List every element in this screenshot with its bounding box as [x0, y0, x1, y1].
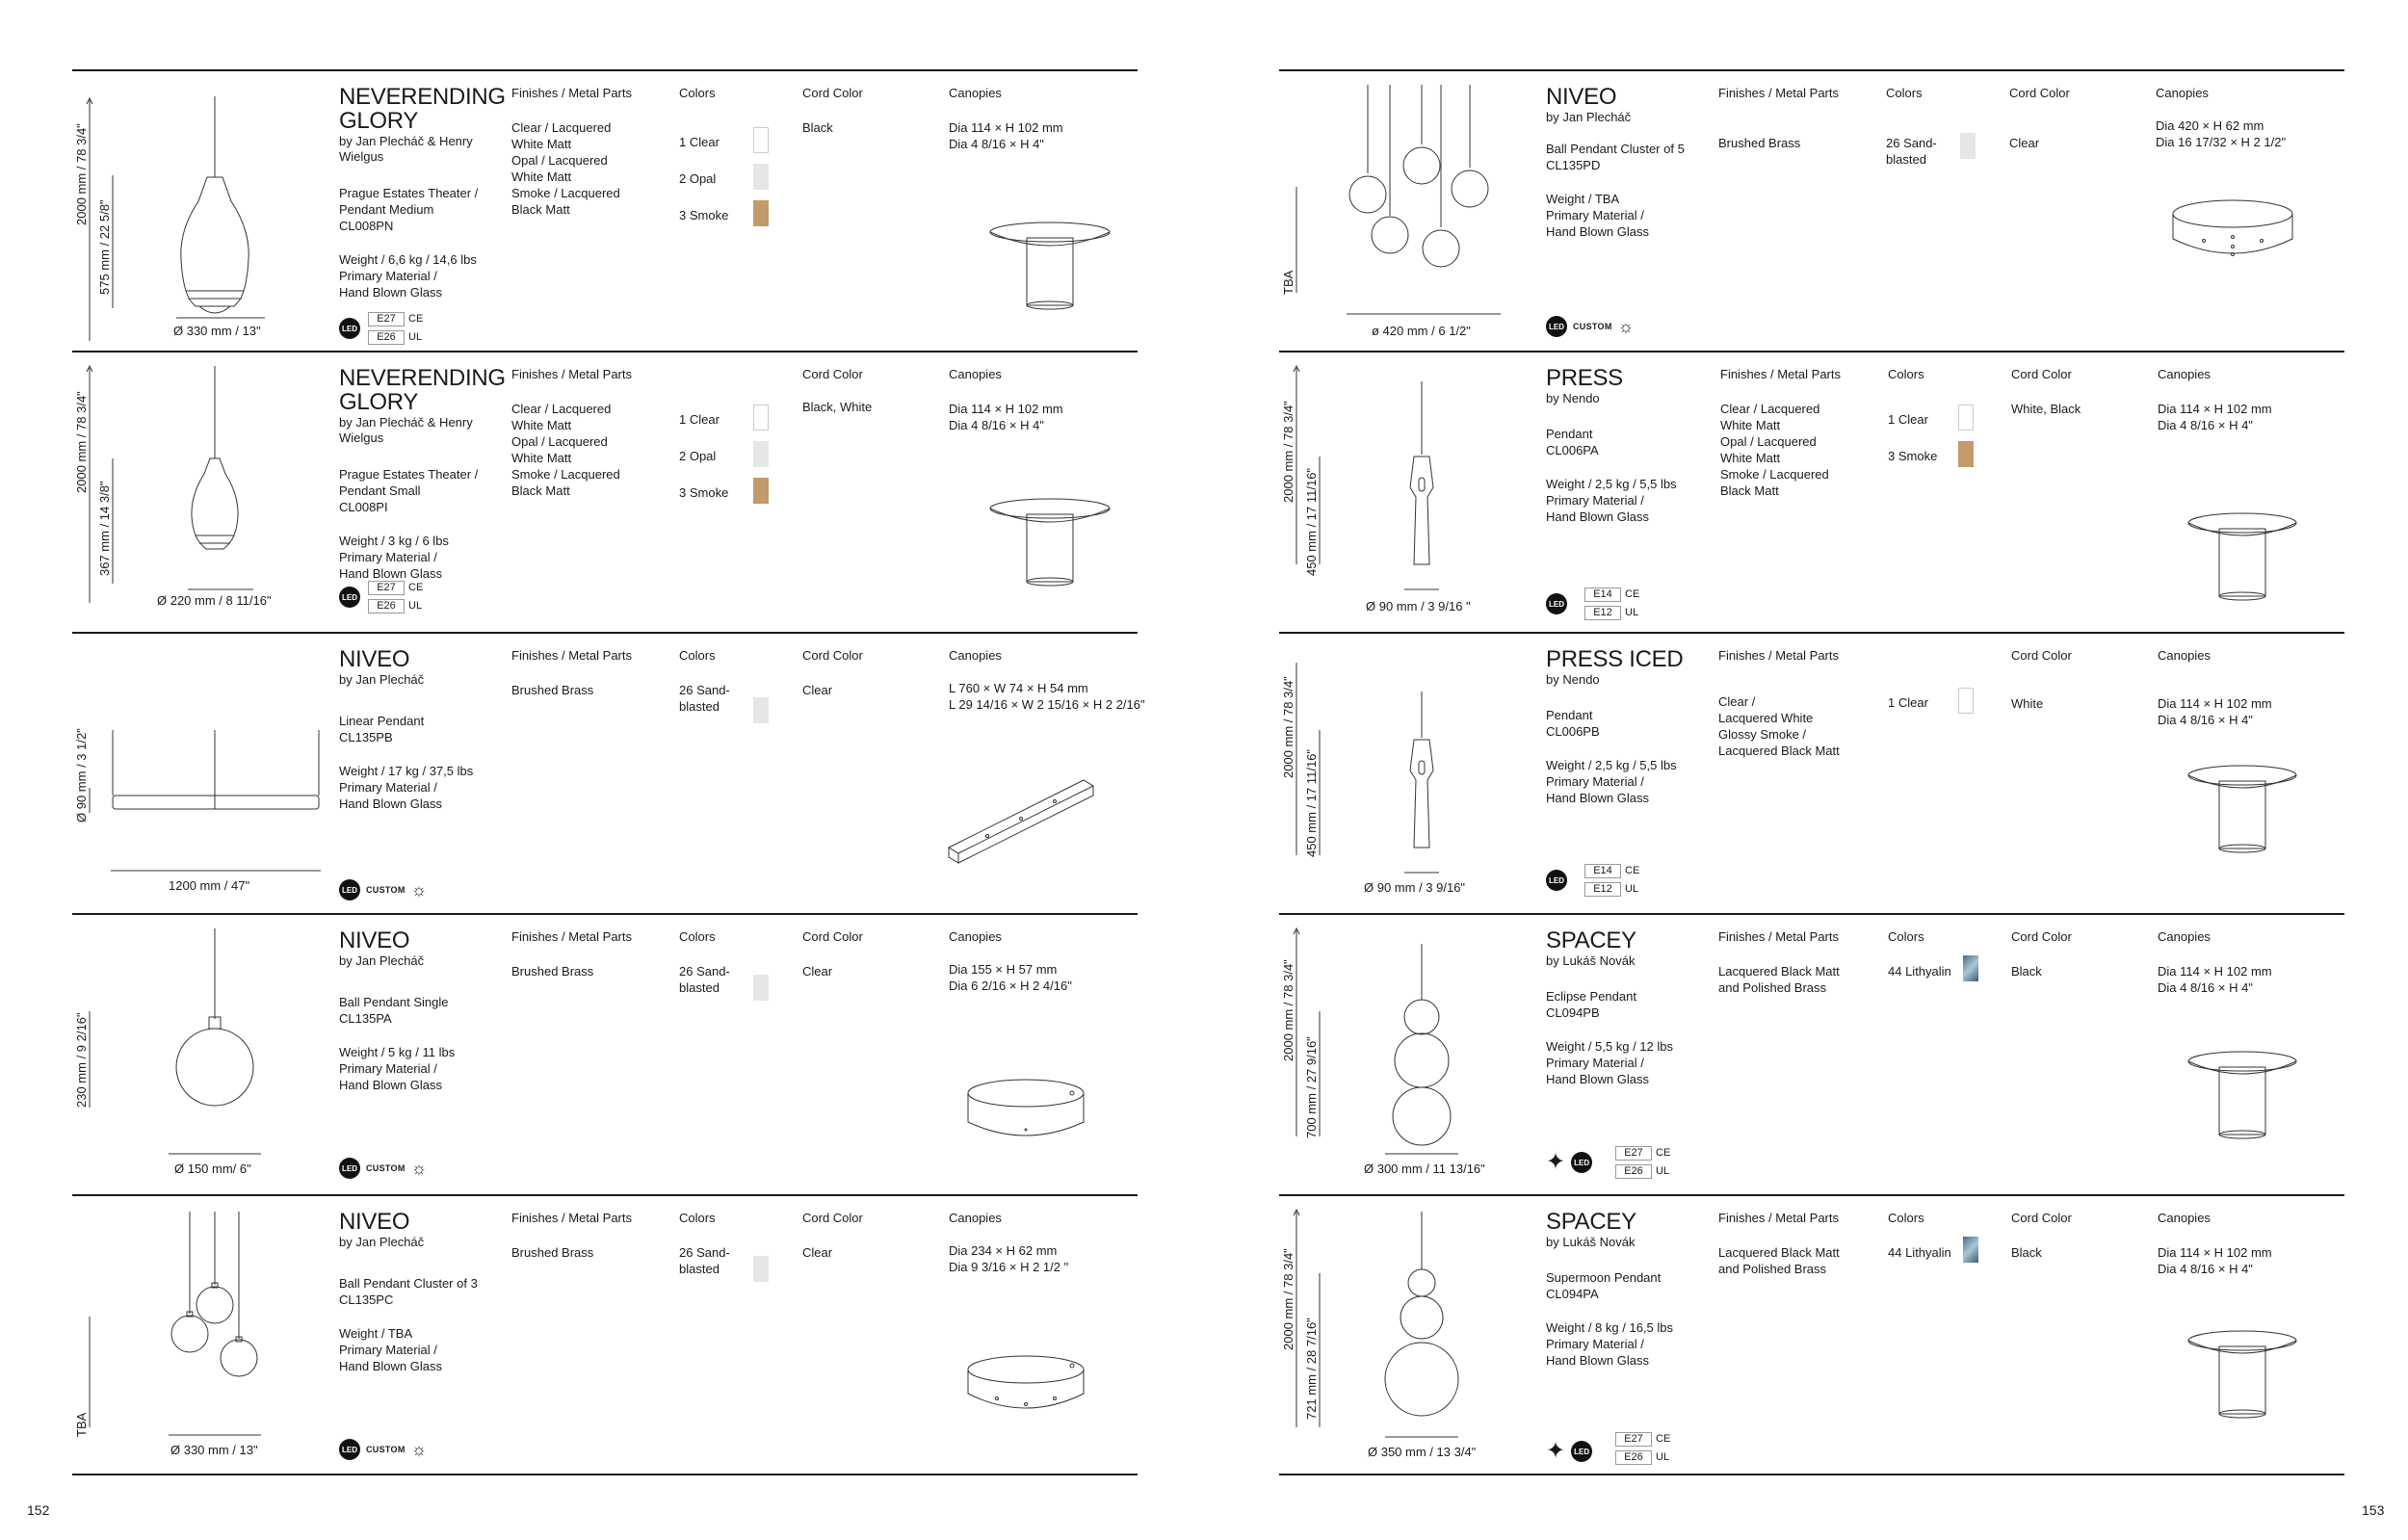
product-figure	[1279, 634, 1539, 913]
socket-info: E12 UL	[1584, 606, 1638, 620]
dimension-label: Ø 220 mm / 8 11/16"	[157, 593, 272, 608]
canopies-header: Canopies	[949, 929, 1002, 944]
finishes-list: Brushed Brass	[511, 964, 594, 979]
canopy-drawing	[2175, 764, 2310, 870]
dimension-label: Ø 90 mm / 3 9/16"	[1364, 880, 1466, 895]
cord-value: Clear	[802, 964, 833, 979]
canopies-header: Canopies	[2158, 648, 2211, 663]
finishes-list: Brushed Brass	[511, 1245, 594, 1260]
dimension-label: 2000 mm / 78 3/4"	[1281, 401, 1296, 503]
color-swatch-opal	[753, 164, 769, 190]
color-swatch-smoke	[753, 200, 769, 226]
led-icon: LED	[1546, 316, 1567, 337]
colors-header: Colors	[1888, 929, 1924, 944]
cord-header: Cord Color	[2009, 86, 2070, 100]
spark-icon: ✦	[1546, 1149, 1566, 1175]
canopies-header: Canopies	[949, 367, 1002, 381]
badge-row	[339, 318, 360, 339]
color-swatch-lithyalin	[1963, 955, 1978, 981]
dimension-label: 2000 mm / 78 3/4"	[1281, 959, 1296, 1061]
color-label: 26 Sand- blasted	[679, 1245, 730, 1276]
page-number-left: 152	[27, 1502, 50, 1518]
led-icon: LED	[339, 318, 360, 339]
canopy-dimensions: Dia 114 × H 102 mm Dia 4 8/16 × H 4"	[949, 402, 1063, 432]
cord-header: Cord Color	[802, 86, 863, 100]
product-name: NIVEO by Jan Plecháč	[339, 927, 425, 968]
cord-value: Clear	[802, 1245, 833, 1260]
color-swatch-clear	[753, 127, 769, 153]
socket-info: E26 UL	[368, 330, 422, 345]
color-label: 44 Lithyalin	[1888, 1245, 1951, 1260]
product-name: SPACEY by Lukáš Novák	[1546, 927, 1636, 968]
color-swatch-lithyalin	[1963, 1237, 1978, 1263]
badge-row	[339, 879, 427, 901]
canopy-drawing	[2175, 1329, 2310, 1435]
socket-info: E27 CE	[368, 581, 423, 595]
product-weight: Weight / 5,5 kg / 12 lbs Primary Material / Hand Blown Glass	[1546, 1039, 1673, 1086]
custom-badge: CUSTOM	[366, 1163, 406, 1173]
cord-value: White, Black	[2011, 402, 2081, 416]
color-swatch-sandblasted	[1960, 133, 1976, 159]
badge-row	[1546, 316, 1634, 337]
finishes-header: Finishes / Metal Parts	[511, 1211, 632, 1225]
socket-info: E26 UL	[1615, 1450, 1669, 1465]
dimension-label: 575 mm / 22 5/8"	[97, 199, 112, 295]
dimension-label: 450 mm / 17 11/16"	[1304, 467, 1319, 576]
badge-row	[339, 1158, 427, 1179]
finishes-list: Clear / Lacquered White Matt Opal / Lacquered White Matt Smoke / Lacquered Black Matt	[1720, 402, 1829, 498]
led-icon: LED	[1546, 593, 1567, 614]
canopy-dimensions: Dia 114 × H 102 mm Dia 4 8/16 × H 4"	[2158, 1245, 2272, 1276]
colors-header: Colors	[679, 86, 716, 100]
product-figure	[1279, 71, 1539, 351]
product-name: SPACEY by Lukáš Novák	[1546, 1209, 1636, 1249]
finishes-header: Finishes / Metal Parts	[1718, 929, 1839, 944]
canopy-drawing	[2175, 511, 2310, 617]
product-description: Pendant CL006PB	[1546, 708, 1600, 739]
product-name: NIVEO by Jan Plecháč	[339, 1209, 425, 1249]
product-row	[72, 351, 1138, 632]
product-figure	[72, 915, 332, 1194]
product-description: Ball Pendant Cluster of 3 CL135PC	[339, 1276, 478, 1307]
product-description: Prague Estates Theater / Pendant Medium CL008PN	[339, 186, 479, 233]
canopy-drawing	[982, 221, 1117, 326]
product-row	[72, 632, 1145, 913]
socket-info: E12 UL	[1584, 882, 1638, 897]
dimension-label: Ø 330 mm / 13"	[173, 324, 261, 338]
canopies-header: Canopies	[2158, 367, 2211, 381]
led-icon: LED	[339, 587, 360, 608]
color-label: 3 Smoke	[679, 485, 729, 500]
led-icon: LED	[339, 1439, 360, 1460]
cord-header: Cord Color	[2011, 1211, 2072, 1225]
dimension-label: 230 mm / 9 2/16"	[74, 1012, 89, 1108]
product-row	[1279, 69, 2344, 351]
canopies-header: Canopies	[2158, 929, 2211, 944]
finishes-list: Brushed Brass	[1718, 136, 1801, 150]
socket-info: E27 CE	[368, 312, 423, 326]
custom-badge: CUSTOM	[366, 885, 406, 895]
cord-value: Black, White	[802, 400, 873, 414]
socket-info: E27 CE	[1615, 1432, 1670, 1447]
canopy-drawing	[939, 769, 1112, 874]
color-swatch-smoke	[1958, 441, 1974, 467]
product-figure	[1279, 352, 1539, 632]
canopies-header: Canopies	[2156, 86, 2209, 100]
finishes-list: Clear / Lacquered White Matt Opal / Lacquered White Matt Smoke / Lacquered Black Matt	[511, 402, 620, 498]
canopies-header: Canopies	[949, 86, 1002, 100]
page-number-right: 153	[2362, 1502, 2385, 1518]
product-description: Pendant CL006PA	[1546, 427, 1599, 457]
color-swatch-smoke	[753, 478, 769, 504]
product-row	[1279, 351, 2344, 632]
dimension-label: Ø 90 mm / 3 9/16 "	[1366, 599, 1471, 613]
color-swatch-sandblasted	[753, 697, 769, 723]
custom-badge: CUSTOM	[1573, 322, 1612, 331]
dimension-label: 1200 mm / 47"	[169, 878, 250, 893]
badge-row	[1546, 1149, 1592, 1175]
colors-header: Colors	[1888, 367, 1924, 381]
color-swatch-clear	[1958, 688, 1974, 714]
product-description: Prague Estates Theater / Pendant Small CL008PI	[339, 467, 479, 514]
canopy-drawing	[958, 1350, 1093, 1437]
canopy-drawing	[2175, 1050, 2310, 1156]
canopies-header: Canopies	[949, 648, 1002, 663]
dimension-label: ø 420 mm / 6 1/2"	[1372, 324, 1471, 338]
finishes-list: Clear / Lacquered White Matt Opal / Lacquered White Matt Smoke / Lacquered Black Matt	[511, 120, 620, 217]
cord-header: Cord Color	[802, 929, 863, 944]
finishes-header: Finishes / Metal Parts	[511, 86, 632, 100]
cord-value: Black	[802, 120, 833, 135]
canopy-dimensions: Dia 234 × H 62 mm Dia 9 3/16 × H 2 1/2 "	[949, 1243, 1069, 1274]
cord-header: Cord Color	[802, 1211, 863, 1225]
finishes-header: Finishes / Metal Parts	[1718, 86, 1839, 100]
dimension-label: 367 mm / 14 3/8"	[97, 481, 112, 576]
finishes-header: Finishes / Metal Parts	[1718, 1211, 1839, 1225]
finishes-list: Lacquered Black Matt and Polished Brass	[1718, 964, 1840, 995]
product-name: NIVEO by Jan Plecháč	[339, 646, 425, 687]
color-label: 26 Sand- blasted	[679, 964, 730, 995]
left-page	[72, 69, 1145, 1475]
product-description: Eclipse Pendant CL094PB	[1546, 989, 1636, 1020]
color-label: 1 Clear	[679, 412, 720, 427]
canopies-header: Canopies	[2158, 1211, 2211, 1225]
product-figure	[72, 71, 332, 351]
finishes-list: Brushed Brass	[511, 683, 594, 697]
dimension-label: TBA	[1281, 270, 1296, 295]
canopy-drawing	[2165, 195, 2300, 281]
product-row	[72, 1194, 1138, 1475]
product-weight: Weight / 2,5 kg / 5,5 lbs Primary Material / Hand Blown Glass	[1546, 477, 1677, 524]
dimension-label: 2000 mm / 78 3/4"	[1281, 1248, 1296, 1350]
product-row	[72, 69, 1138, 351]
dimension-label: 450 mm / 17 11/16"	[1304, 748, 1319, 857]
right-page	[1279, 69, 2344, 1475]
colors-header: Colors	[1886, 86, 1923, 100]
socket-info: E14 CE	[1584, 864, 1639, 878]
color-swatch-sandblasted	[753, 975, 769, 1001]
canopy-drawing	[982, 497, 1117, 603]
canopy-dimensions: Dia 155 × H 57 mm Dia 6 2/16 × H 2 4/16"	[949, 962, 1072, 993]
product-description: Ball Pendant Single CL135PA	[339, 995, 449, 1026]
color-label: 1 Clear	[679, 135, 720, 149]
product-name: PRESS by Nendo	[1546, 365, 1623, 405]
colors-header: Colors	[679, 648, 716, 663]
badge-row	[1546, 593, 1567, 614]
product-figure	[72, 634, 332, 913]
socket-info: E26 UL	[368, 599, 422, 613]
product-weight: Weight / TBA Primary Material / Hand Blown Glass	[339, 1326, 442, 1373]
dimension-label: TBA	[74, 1412, 89, 1437]
product-weight: Weight / 17 kg / 37,5 lbs Primary Material / Hand Blown Glass	[339, 764, 474, 811]
canopy-dimensions: Dia 114 × H 102 mm Dia 4 8/16 × H 4"	[2158, 696, 2272, 727]
finishes-header: Finishes / Metal Parts	[511, 648, 632, 663]
badge-row	[339, 587, 360, 608]
canopy-dimensions: Dia 114 × H 102 mm Dia 4 8/16 × H 4"	[2158, 964, 2272, 995]
cord-header: Cord Color	[2011, 367, 2072, 381]
dimension-label: 2000 mm / 78 3/4"	[74, 391, 89, 493]
product-description: Ball Pendant Cluster of 5 CL135PD	[1546, 142, 1685, 172]
finishes-header: Finishes / Metal Parts	[1720, 367, 1841, 381]
finishes-header: Finishes / Metal Parts	[511, 367, 632, 381]
color-swatch-sandblasted	[753, 1256, 769, 1282]
dimmable-icon: ☼	[410, 880, 428, 900]
canopy-dimensions: Dia 114 × H 102 mm Dia 4 8/16 × H 4"	[2158, 402, 2272, 432]
dimmable-icon: ☼	[410, 1159, 428, 1178]
dimension-label: Ø 150 mm/ 6"	[174, 1162, 251, 1176]
dimension-label: 2000 mm / 78 3/4"	[1281, 676, 1296, 778]
badge-row	[339, 1439, 427, 1460]
badge-row	[1546, 1438, 1592, 1464]
cord-header: Cord Color	[2011, 648, 2072, 663]
colors-header: Colors	[679, 929, 716, 944]
color-label: 2 Opal	[679, 449, 717, 463]
socket-info: E14 CE	[1584, 587, 1639, 602]
niveo-ball-drawing	[72, 915, 332, 1194]
cord-value: Black	[2011, 1245, 2042, 1260]
dimension-label: Ø 350 mm / 13 3/4"	[1368, 1445, 1477, 1459]
product-weight: Weight / TBA Primary Material / Hand Blown Glass	[1546, 192, 1649, 239]
product-row	[1279, 913, 2344, 1194]
product-description: Supermoon Pendant CL094PA	[1546, 1270, 1662, 1301]
product-name: NEVERENDING GLORY by Jan Plecháč & Henry Wielgus	[339, 365, 506, 445]
dimension-label: Ø 90 mm / 3 1/2"	[74, 728, 89, 822]
spark-icon: ✦	[1546, 1438, 1566, 1464]
dimension-label: 700 mm / 27 9/16"	[1304, 1036, 1319, 1138]
finishes-list: Clear / Lacquered White Glossy Smoke / Lacquered Black Matt	[1718, 694, 1840, 758]
cord-value: Clear	[2009, 136, 2040, 150]
product-row	[1279, 1194, 2344, 1475]
product-figure	[72, 352, 332, 632]
dimension-label: 2000 mm / 78 3/4"	[74, 123, 89, 225]
dimmable-icon: ☼	[1617, 317, 1635, 336]
color-label: 26 Sand- blasted	[679, 683, 730, 714]
product-name: NEVERENDING GLORY by Jan Plecháč & Henry Wielgus	[339, 84, 506, 164]
badge-row	[1546, 870, 1567, 891]
color-label: 44 Lithyalin	[1888, 964, 1951, 979]
led-icon: LED	[1546, 870, 1567, 891]
color-label: 1 Clear	[1888, 412, 1928, 427]
dimension-label: Ø 330 mm / 13"	[170, 1443, 258, 1457]
color-label: 26 Sand- blasted	[1886, 136, 1937, 167]
color-label: 1 Clear	[1888, 695, 1928, 710]
product-row	[1279, 632, 2344, 913]
colors-header: Colors	[1888, 1211, 1924, 1225]
colors-header: Colors	[679, 1211, 716, 1225]
led-icon: LED	[1571, 1441, 1592, 1462]
cord-header: Cord Color	[2011, 929, 2072, 944]
product-weight: Weight / 8 kg / 16,5 lbs Primary Material / Hand Blown Glass	[1546, 1320, 1673, 1368]
dimension-label: Ø 300 mm / 11 13/16"	[1364, 1162, 1485, 1176]
cord-value: Clear	[802, 683, 833, 697]
niveo-linear-drawing	[72, 634, 332, 913]
socket-info: E27 CE	[1615, 1146, 1670, 1161]
product-row	[72, 913, 1138, 1194]
led-icon: LED	[1571, 1152, 1592, 1173]
socket-info: E26 UL	[1615, 1164, 1669, 1179]
product-name: NIVEO by Jan Plecháč	[1546, 84, 1632, 124]
cord-value: Black	[2011, 964, 2042, 979]
cord-header: Cord Color	[802, 648, 863, 663]
canopy-drawing	[958, 1074, 1093, 1161]
custom-badge: CUSTOM	[366, 1445, 406, 1454]
product-figure	[72, 1196, 332, 1475]
product-name: PRESS ICED by Nendo	[1546, 646, 1684, 687]
product-figure	[1279, 915, 1539, 1194]
dimension-label: 721 mm / 28 7/16"	[1304, 1318, 1319, 1420]
niveo-cluster-drawing	[1279, 71, 1539, 351]
cord-value: White	[2011, 696, 2044, 711]
finishes-header: Finishes / Metal Parts	[511, 929, 632, 944]
dimmable-icon: ☼	[410, 1440, 428, 1459]
product-figure	[1279, 1196, 1539, 1475]
canopy-dimensions: Dia 420 × H 62 mm Dia 16 17/32 × H 2 1/2"	[2156, 118, 2287, 149]
canopy-dimensions: L 760 × W 74 × H 54 mm L 29 14/16 × W 2 15/16 × H 2 2/16"	[949, 681, 1145, 712]
canopy-dimensions: Dia 114 × H 102 mm Dia 4 8/16 × H 4"	[949, 120, 1063, 151]
product-weight: Weight / 5 kg / 11 lbs Primary Material / Hand Blown Glass	[339, 1045, 456, 1092]
color-swatch-clear	[1958, 405, 1974, 431]
color-swatch-opal	[753, 441, 769, 467]
niveo-cluster-drawing	[72, 1196, 332, 1475]
color-label: 2 Opal	[679, 171, 717, 186]
canopies-header: Canopies	[949, 1211, 1002, 1225]
cord-header: Cord Color	[802, 367, 863, 381]
color-label: 3 Smoke	[679, 208, 729, 222]
led-icon: LED	[339, 879, 360, 901]
color-label: 3 Smoke	[1888, 449, 1938, 463]
product-weight: Weight / 3 kg / 6 lbs Primary Material / Hand Blown Glass	[339, 534, 449, 581]
color-swatch-clear	[753, 405, 769, 431]
product-weight: Weight / 2,5 kg / 5,5 lbs Primary Material / Hand Blown Glass	[1546, 758, 1677, 805]
finishes-list: Lacquered Black Matt and Polished Brass	[1718, 1245, 1840, 1276]
finishes-header: Finishes / Metal Parts	[1718, 648, 1839, 663]
product-description: Linear Pendant CL135PB	[339, 714, 425, 744]
led-icon: LED	[339, 1158, 360, 1179]
product-weight: Weight / 6,6 kg / 14,6 lbs Primary Material / Hand Blown Glass	[339, 252, 477, 300]
